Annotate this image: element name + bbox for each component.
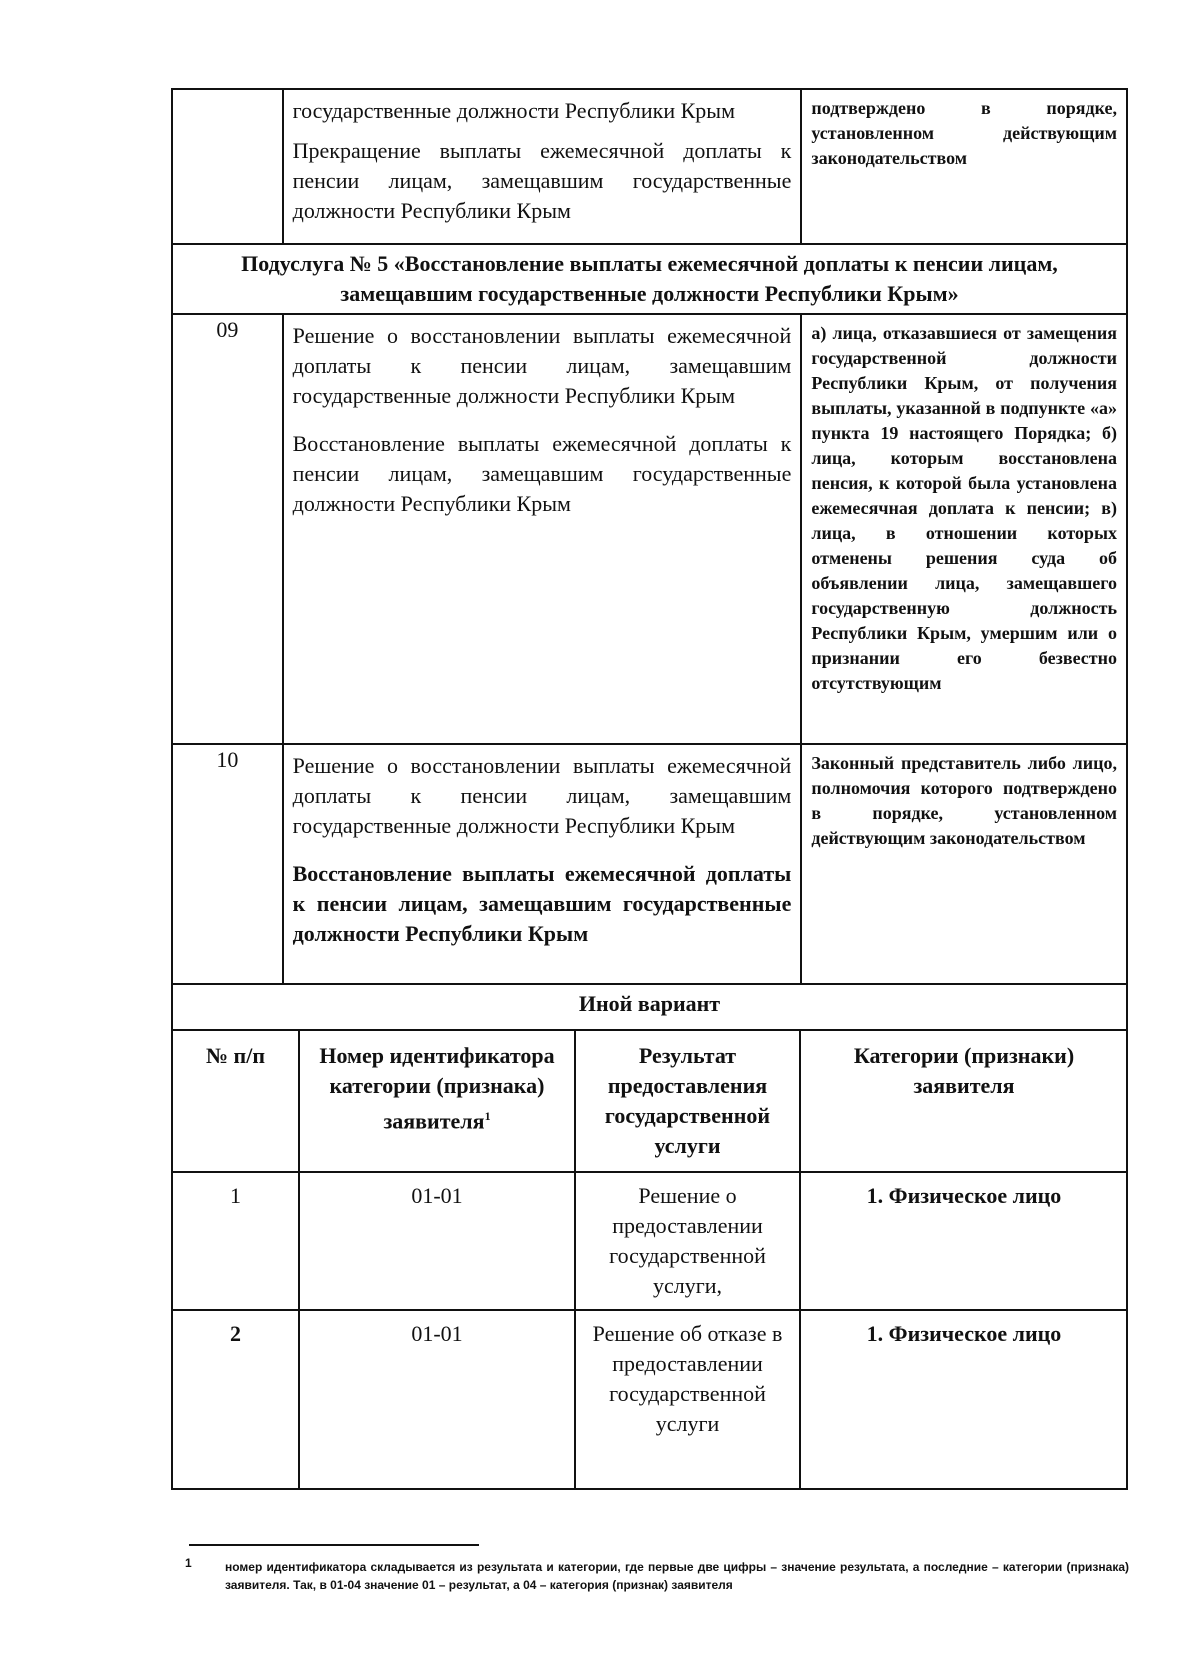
column-header-number: № п/п: [173, 1031, 299, 1172]
other-variant-title: Иной вариант: [172, 984, 1127, 1030]
category-cell: подтверждено в порядке, установленном действующим законодательством: [801, 89, 1127, 244]
column-header-id-text: Номер идентификатора категории (признака) заявителя: [319, 1043, 555, 1134]
result-cell: [283, 744, 802, 984]
footnote-divider: [189, 1544, 479, 1546]
row-number: 09: [172, 314, 283, 744]
column-header-id: [299, 1031, 575, 1172]
result-cell: Решение об отказе в предоставлении государственной услуги: [575, 1310, 800, 1488]
table-row: [173, 1310, 1127, 1488]
other-variant-row: [172, 984, 1127, 1030]
identifier-cell: 01-01: [299, 1310, 575, 1488]
other-variant-container: [172, 1030, 1127, 1489]
result-text: Решение о восстановлении выплаты ежемесячной доплаты к пенсии лицам, замещавшим государственные должности Республики Крым: [292, 323, 792, 408]
result-cell: Решение о предоставлении государственной услуги,: [575, 1172, 800, 1310]
subservice-header: Подуслуга № 5 «Восстановление выплаты ежемесячной доплаты к пенсии лицам, замещавшим государственные должности Республики Крым»: [172, 244, 1127, 314]
row-number: 2: [173, 1310, 299, 1488]
category-cell: 1. Физическое лицо: [800, 1310, 1127, 1488]
result-description: Прекращение выплаты ежемесячной доплаты к пенсии лицам, замещавшим государственные должности Республики Крым: [292, 138, 792, 223]
table-row: [172, 744, 1127, 984]
column-header-category: Категории (признаки) заявителя: [800, 1031, 1127, 1172]
footnote-text: номер идентификатора складывается из результата и категории, где первые две цифры – значение результата, а последние – категории (признака) заявителя. Так, в 01-04 значение 01 – результат, а 04 – категория (признак) заявителя: [225, 1560, 1129, 1592]
footnote-ref: 1: [484, 1109, 491, 1123]
table-row: [172, 89, 1127, 244]
table-row: [173, 1172, 1127, 1310]
other-variant-table-row: [172, 1030, 1127, 1489]
result-description: Восстановление выплаты ежемесячной доплаты к пенсии лицам, замещавшим государственные должности Республики Крым: [292, 431, 792, 516]
other-variant-table: [173, 1031, 1127, 1488]
result-cell: [283, 89, 802, 244]
subservice-header-row: [172, 244, 1127, 314]
row-number: 10: [172, 744, 283, 984]
row-number-cell: [172, 89, 283, 244]
category-cell: 1. Физическое лицо: [800, 1172, 1127, 1310]
identifier-cell: 01-01: [299, 1172, 575, 1310]
result-text: Решение о восстановлении выплаты ежемесячной доплаты к пенсии лицам, замещавшим государственные должности Республики Крым: [292, 753, 792, 838]
category-cell: а) лица, отказавшиеся от замещения государственной должности Республики Крым, от получения выплаты, указанной в подпункте «а» пункта 19 настоящего Порядка; б) лица, которым восстановлена пенсия, к которой была установлена ежемесячная доплата к пенсии; в) лица, в отношении которых отменены решения суда об объявлении лица, замещавшего государственную должность Республики Крым, умершим или о признании его безвестно отсутствующим: [801, 314, 1127, 744]
services-table: [171, 88, 1128, 1490]
footnote: [185, 1556, 1129, 1594]
column-header-result: Результат предоставления государственной услуги: [575, 1031, 800, 1172]
result-text: государственные должности Республики Крым: [292, 98, 735, 123]
result-cell: [283, 314, 802, 744]
table-header-row: [173, 1031, 1127, 1172]
footnote-mark: 1: [185, 1556, 192, 1570]
category-cell: Законный представитель либо лицо, полномочия которого подтверждено в порядке, установленном действующим законодательством: [801, 744, 1127, 984]
row-number: 1: [173, 1172, 299, 1310]
table-row: [172, 314, 1127, 744]
result-description: Восстановление выплаты ежемесячной доплаты к пенсии лицам, замещавшим государственные должности Республики Крым: [292, 861, 792, 946]
